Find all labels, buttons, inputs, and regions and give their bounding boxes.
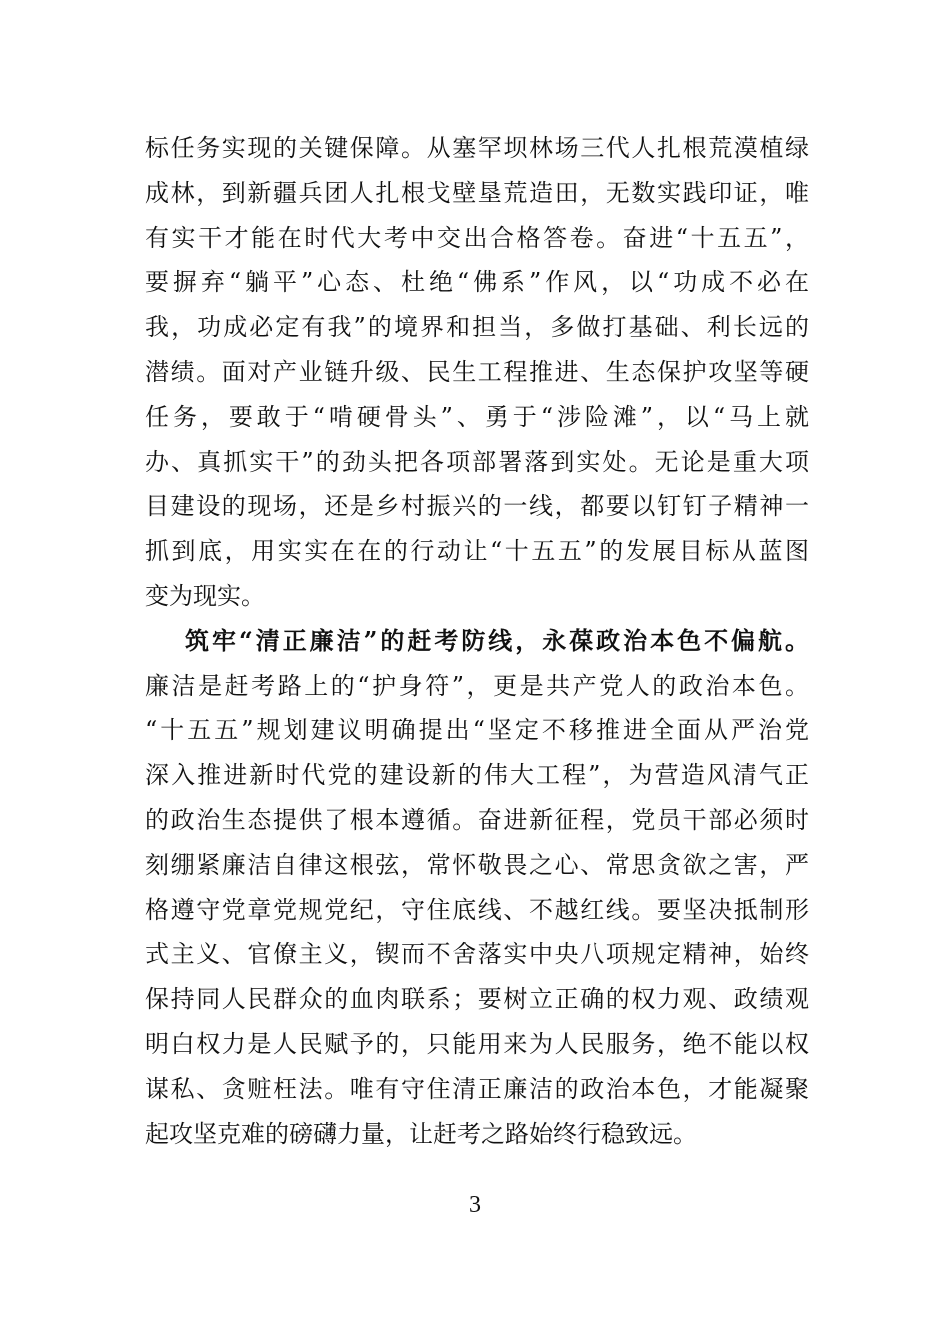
text-line: 有实干才能在时代大考中交出合格答卷。奋进“十五五”， [145,224,809,252]
text-line: 保持同人民群众的血肉联系；要树立正确的权力观、政绩观 [145,985,809,1013]
text-line: 谋私、贪赃枉法。唯有守住清正廉洁的政治本色，才能凝聚 [145,1075,809,1103]
text-line: “十五五”规划建议明确提出“坚定不移推进全面从严治党 [145,716,809,744]
text-line: 廉洁是赶考路上的“护身符”，更是共产党人的政治本色。 [145,672,809,700]
text-line: 的政治生态提供了根本遵循。奋进新征程，党员干部必须时 [145,806,809,834]
text-line: 抓到底，用实实在在的行动让“十五五”的发展目标从蓝图 [145,537,809,565]
text-line: 办、真抓实干”的劲头把各项部署落到实处。无论是重大项 [145,448,809,476]
text-line: 我，功成必定有我”的境界和担当，多做打基础、利长远的 [145,313,809,341]
text-line: 成林，到新疆兵团人扎根戈壁垦荒造田，无数实践印证，唯 [145,179,809,207]
text-line: 目建设的现场，还是乡村振兴的一线，都要以钉钉子精神一 [145,492,809,520]
page-number: 3 [469,1192,481,1218]
text-line: 标任务实现的关键保障。从塞罕坝林场三代人扎根荒漠植绿 [145,134,809,162]
section-heading: 筑牢“清正廉洁”的赶考防线，永葆政治本色不偏航。 [185,626,809,655]
text-line: 明白权力是人民赋予的，只能用来为人民服务，绝不能以权 [145,1030,809,1058]
text-line: 变为现实。 [145,582,265,610]
text-line: 要摒弃“躺平”心态、杜绝“佛系”作风，以“功成不必在 [145,268,809,296]
text-line: 格遵守党章党规党纪，守住底线、不越红线。要坚决抵制形 [145,896,809,924]
text-line: 任务，要敢于“啃硬骨头”、勇于“涉险滩”，以“马上就 [145,403,809,431]
text-line: 刻绷紧廉洁自律这根弦，常怀敬畏之心、常思贪欲之害，严 [145,851,809,879]
text-line: 起攻坚克难的磅礴力量，让赶考之路始终行稳致远。 [145,1120,697,1148]
text-line: 潜绩。面对产业链升级、民生工程推进、生态保护攻坚等硬 [145,358,809,386]
text-line: 深入推进新时代党的建设新的伟大工程”，为营造风清气正 [145,761,809,789]
text-line: 式主义、官僚主义，锲而不舍落实中央八项规定精神，始终 [145,940,809,968]
